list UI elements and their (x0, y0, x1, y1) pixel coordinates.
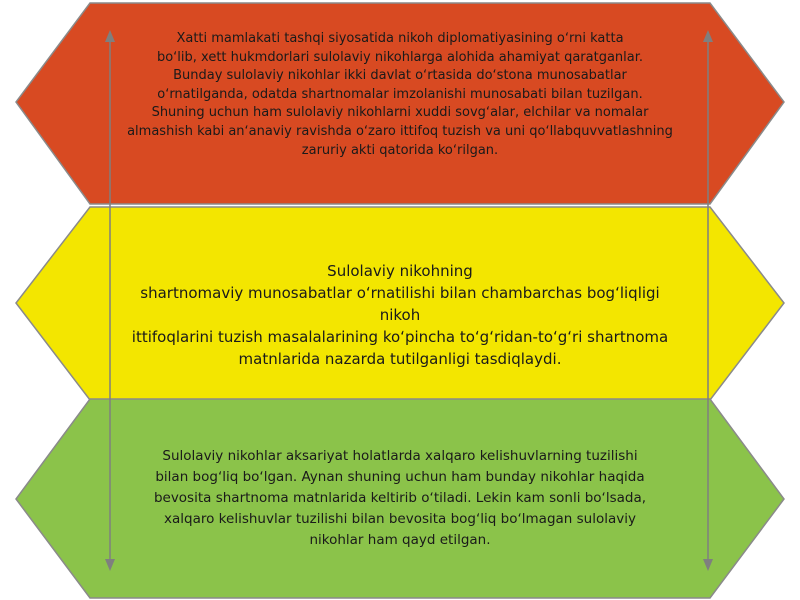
top-text-line: zaruriy akti qatorida koʻrilgan. (301, 142, 499, 158)
top-text-line: almashish kabi anʻanaviy ravishda oʻzaro ittifoq tuzish va uni qoʻllabquvvatlashning (127, 123, 673, 139)
bottom-text-line: xalqaro kelishuvlar tuzilishi bilan bevosita bogʻliq boʻlmagan sulolaviy (164, 511, 636, 527)
bottom-text-line: Sulolaviy nikohlar aksariyat holatlarda xalqaro kelishuvlarning tuzilishi (162, 448, 638, 464)
middle-text-line: matnlarida nazarda tutilganligi tasdiqlaydi. (238, 350, 562, 368)
bottom-text-line: bevosita shartnoma matnlarida keltirib oʻtiladi. Lekin kam sonli boʻlsada, (153, 490, 647, 506)
top-text-line: oʻrnatilganda, odatda shartnomalar imzolanishi munosabati bilan tuzilgan. (157, 86, 643, 102)
middle-text-line: Sulolaviy nikohning (327, 262, 473, 280)
top-text-line: boʻlib, xett hukmdorlari sulolaviy nikohlarga alohida ahamiyat qaratganlar. (156, 49, 644, 65)
top-text-line: Shuning uchun ham sulolaviy nikohlarni xuddi sovgʻalar, elchilar va nomalar (151, 105, 649, 121)
middle-block-text (100, 260, 700, 370)
top-block-text (100, 30, 700, 160)
bottom-text-line: bilan bogʻliq boʻlgan. Aynan shuning uchun ham bunday nikohlar haqida (155, 469, 645, 485)
middle-text-line: ittifoqlarini tuzish masalalarining koʻpincha toʻgʻridan-toʻgʻri shartnoma (131, 328, 669, 346)
bottom-text-line: nikohlar ham qayd etilgan. (309, 532, 491, 548)
top-text-line: Bunday sulolaviy nikohlar ikki davlat oʻrtasida doʻstona munosabatlar (173, 68, 627, 84)
middle-text-line: nikoh (379, 306, 421, 324)
middle-text-line: shartnomaviy munosabatlar oʻrnatilishi bilan chambarchas bogʻliqligi (140, 284, 660, 302)
bottom-block-text (100, 446, 700, 551)
top-text-line: Xatti mamlakati tashqi siyosatida nikoh diplomatiyasining oʻrni katta (176, 31, 624, 46)
